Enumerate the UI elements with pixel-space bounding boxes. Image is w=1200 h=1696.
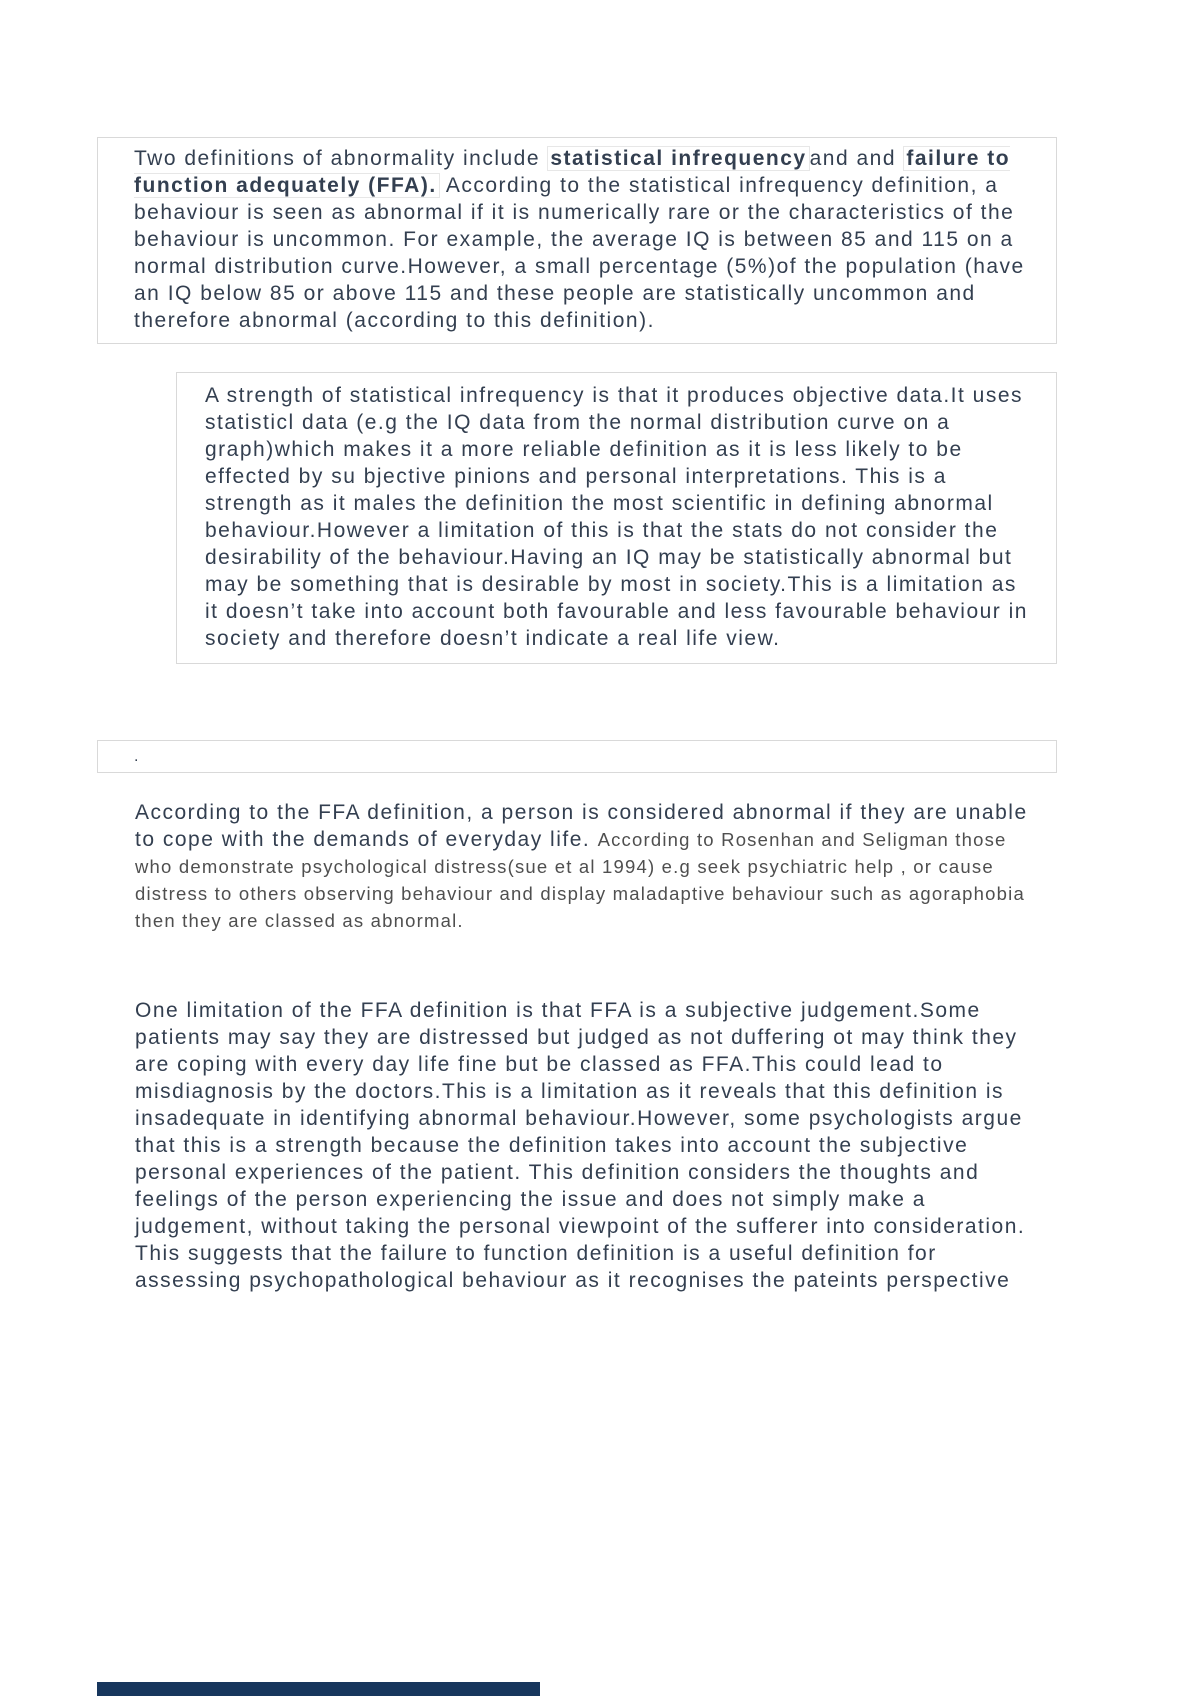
- strength-paragraph-text: A strength of statistical infrequency is that it produces objective data.It uses statisticl data (e.g the IQ data from the normal distribution curve on a graph)which makes it a more reliable definition as it is less likely to be effected by su bjective pinions and personal interpretations. This is a strength as it males the definition the most scientific in defining abnormal behaviour.However a limitation of this is that the stats do not consider the desirability of the behaviour.Having an IQ may be statistically abnormal but may be something that is desirable by most in society.This is a limitation as it doesn’t take into account both favourable and less favourable behaviour in society and therefore doesn’t indicate a real life view.: [205, 384, 1028, 650]
- intro-text-middle: and and: [809, 147, 904, 170]
- intro-text-start: Two definitions of abnormality include: [134, 147, 548, 170]
- dot-placeholder-box: [97, 740, 1057, 773]
- strength-paragraph-box: [176, 372, 1057, 664]
- bold-term-failure-to-function: failure to function adequately (FFA).: [134, 147, 1011, 197]
- dot-placeholder-text: .: [134, 748, 139, 765]
- bold-term-statistical-infrequency: statistical infrequency: [547, 146, 809, 171]
- ffa-limitation-paragraph: [135, 997, 1040, 1294]
- ffa-limitation-text: One limitation of the FFA definition is that FFA is a subjective judgement.Some patients may say they are distressed but judged as not duffering ot may think they are coping with every day life fine but be classed as FFA.This could lead to misdiagnosis by the doctors.This is a limitation as it reveals that this definition is insadequate in identifying abnormal behaviour.However, some psychologists argue that this is a strength because the definition takes into account the subjective personal experiences of the patient. This definition considers the thoughts and feelings of the person experiencing the issue and does not simply make a judgement, without taking the personal viewpoint of the sufferer into consideration. This suggests that the failure to function definition is a useful definition for assessing psychopathological behaviour as it recognises the pateints perspective: [135, 999, 1026, 1292]
- page-bottom-bar: [97, 1682, 540, 1696]
- ffa-definition-secondary-text: According to Rosenhan and Seligman those who demonstrate psychological distress(sue et al 1994) e.g seek psychiatric help , or cause distress to others observing behaviour and display maladaptive behaviour such as agoraphobia then they are classed as abnormal.: [135, 829, 1025, 931]
- intro-paragraph-box: [97, 137, 1057, 344]
- intro-text-end: According to the statistical infrequency definition, a behaviour is seen as abnormal if it is numerically rare or the characteristics of the behaviour is uncommon. For example, the average IQ is between 85 and 115 on a normal distribution curve.However, a small percentage (5%)of the population (have an IQ below 85 or above 115 and these people are statistically uncommon and therefore abnormal (according to this definition).: [134, 174, 1025, 332]
- ffa-definition-lead-text: According to the FFA definition, a person is considered abnormal if they are unable to cope with the demands of everyday life.: [135, 801, 1028, 851]
- ffa-definition-paragraph: [135, 799, 1040, 934]
